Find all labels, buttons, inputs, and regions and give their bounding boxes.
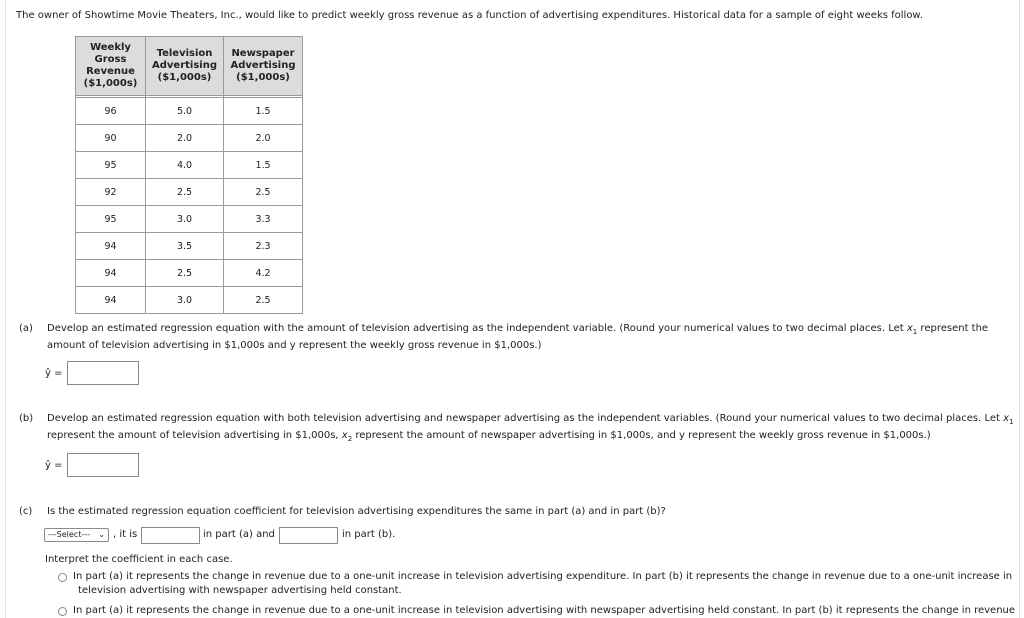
in-part-b-text: in part (b).	[342, 529, 396, 540]
table-row	[76, 152, 303, 179]
data-table	[75, 36, 303, 314]
part-b-line1: Develop an estimated regression equation with both television advertising and newspaper advertising as the independent variables. (Round your numerical values to two decimal places. Let $x_1$	[47, 413, 1014, 426]
table-row	[76, 260, 303, 287]
table-row	[76, 98, 303, 125]
interpret-instruction: Interpret the coefficient in each case.	[45, 554, 233, 565]
cell-revenue: 94	[76, 233, 146, 260]
in-part-a-and-text: in part (a) and	[203, 529, 275, 540]
part-a-question	[19, 321, 1009, 355]
cell-tv: 3.0	[146, 206, 224, 233]
option-2-radio[interactable]	[58, 607, 67, 616]
cell-tv: 2.5	[146, 260, 224, 287]
cell-revenue: 95	[76, 152, 146, 179]
part-b-line2: represent the amount of television advertising in $1,000s, $x_2$ represent the amount of newspaper advertising in $1,000s, and y represent the weekly gross revenue in $1,000s.)	[47, 430, 931, 443]
cell-newspaper: 2.3	[224, 233, 303, 260]
cell-newspaper: 2.0	[224, 125, 303, 152]
cell-tv: 3.0	[146, 287, 224, 314]
option-1-line2: television advertising with newspaper advertising held constant.	[78, 585, 402, 596]
option-1-line1: In part (a) it represents the change in revenue due to a one-unit increase in television advertising expenditure. In part (b) it represents the change in revenue due to a one-unit increase in	[73, 571, 1013, 582]
cell-revenue: 94	[76, 260, 146, 287]
table-row	[76, 287, 303, 314]
part-b-coefficient-input[interactable]	[279, 527, 338, 544]
option-2-line1: In part (a) it represents the change in revenue due to a one-unit increase in television advertising with newspaper advertising held constant. In part (b) it represents the change in revenue	[73, 605, 1016, 616]
part-c-question	[19, 504, 1009, 520]
cell-newspaper: 1.5	[224, 152, 303, 179]
cell-newspaper: 1.5	[224, 98, 303, 125]
cell-tv: 2.0	[146, 125, 224, 152]
table-header-row	[76, 37, 303, 96]
cell-tv: 3.5	[146, 233, 224, 260]
cell-newspaper: 2.5	[224, 287, 303, 314]
part-a-line1: Develop an estimated regression equation with the amount of television advertising as the independent variable. (Round your numerical values to two decimal places. Let $x_1$ represent the	[47, 323, 989, 336]
part-c-question-text: Is the estimated regression equation coefficient for television advertising expenditures the same in part (a) and in part (b)?	[47, 506, 666, 517]
cell-newspaper: 2.5	[224, 179, 303, 206]
table-row	[76, 233, 303, 260]
table-row	[76, 125, 303, 152]
cell-newspaper: 4.2	[224, 260, 303, 287]
cell-revenue: 90	[76, 125, 146, 152]
table-row	[76, 179, 303, 206]
part-a-line2: amount of television advertising in $1,000s and y represent the weekly gross revenue in $1,000s.)	[47, 340, 542, 351]
option-1-radio[interactable]	[58, 573, 67, 582]
part-b-yhat-label: ŷ =	[45, 460, 63, 471]
cell-revenue: 92	[76, 179, 146, 206]
cell-tv: 4.0	[146, 152, 224, 179]
part-b-answer-input[interactable]	[67, 453, 139, 477]
part-b-label: (b)	[19, 413, 34, 424]
table-row	[76, 206, 303, 233]
chevron-down-icon: ⌄	[98, 530, 105, 539]
intro-text: The owner of Showtime Movie Theaters, Inc., would like to predict weekly gross revenue as a function of advertising expenditures. Historical data for a sample of eight weeks follow.	[16, 10, 923, 21]
part-a-label: (a)	[19, 323, 33, 334]
part-c-label: (c)	[19, 506, 33, 517]
cell-tv: 5.0	[146, 98, 224, 125]
header-weekly-gross-revenue: Weekly Gross Revenue ($1,000s)	[76, 37, 146, 96]
header-television-advertising: Television Advertising ($1,000s)	[146, 37, 224, 96]
part-a-answer-input[interactable]	[67, 361, 139, 385]
cell-newspaper: 3.3	[224, 206, 303, 233]
cell-tv: 2.5	[146, 179, 224, 206]
part-a-yhat-label: ŷ =	[45, 368, 63, 379]
cell-revenue: 94	[76, 287, 146, 314]
it-is-text: , it is	[113, 529, 138, 540]
same-different-select[interactable]: ---Select--- ⌄	[44, 528, 109, 542]
header-newspaper-advertising: Newspaper Advertising ($1,000s)	[224, 37, 303, 96]
part-b-question	[19, 411, 1014, 445]
cell-revenue: 96	[76, 98, 146, 125]
part-a-coefficient-input[interactable]	[141, 527, 200, 544]
cell-revenue: 95	[76, 206, 146, 233]
